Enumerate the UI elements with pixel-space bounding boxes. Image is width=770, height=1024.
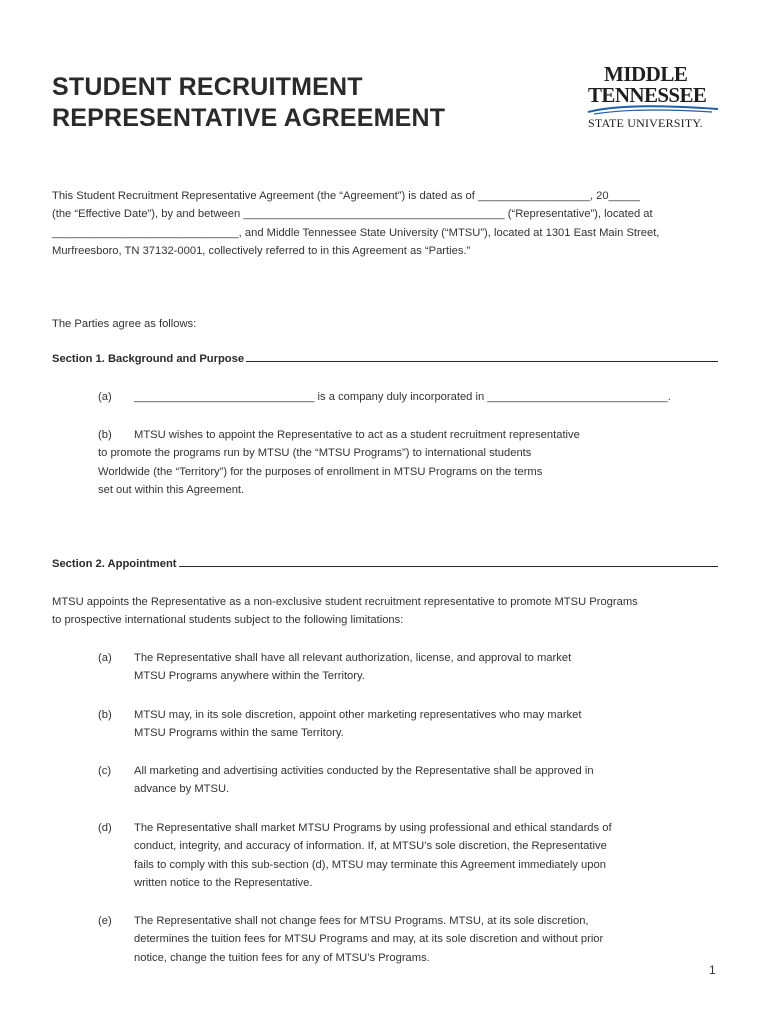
intro-line: Murfreesboro, TN 37132-0001, collectively referred to in this Agreement as “Parties.” [52, 244, 471, 257]
section-2-item-d-letter: (d) [98, 822, 112, 834]
title-line-2: REPRESENTATIVE AGREEMENT [52, 104, 446, 132]
item-line: conduct, integrity, and accuracy of information. If, at MTSU’s sole discretion, the Representative [134, 840, 607, 853]
section-1-item-a-text: _____________________________ is a company duly incorporated in _____________________________. [134, 391, 671, 403]
intro-line: This Student Recruitment Representative Agreement (the “Agreement”) is dated as of __________________, 20_____ [52, 190, 640, 202]
section-2-item-e-text [134, 912, 603, 967]
section-2-item-c-letter: (c) [98, 765, 112, 777]
section-1-item-b-line: set out within this Agreement. [98, 483, 245, 496]
intro-line: (the “Effective Date”), by and between __________________________________________ (“Representative”), located at [52, 208, 653, 221]
section-1-item-b-letter: (b) [98, 429, 112, 441]
section-2-item-a-text [134, 649, 571, 686]
document-title [52, 72, 445, 134]
item-line: All marketing and advertising activities conducted by the Representative shall be approved in [134, 765, 594, 777]
mtsu-logo [586, 62, 720, 134]
item-line: The Representative shall not change fees for MTSU Programs. MTSU, at its sole discretion, [134, 915, 589, 927]
item-line: MTSU Programs anywhere within the Territory. [134, 670, 365, 683]
section-1-heading [52, 349, 718, 365]
section-1-item-b-line: MTSU wishes to appoint the Representative to act as a student recruitment representative [134, 429, 580, 441]
section-1-item-b-line: to promote the programs run by MTSU (the “MTSU Programs”) to international students [98, 447, 532, 460]
section-1-item-b-continuation [98, 444, 542, 499]
section-1-title: Section 1. Background and Purpose [52, 353, 245, 365]
logo-wave-icon [586, 104, 720, 116]
item-line: advance by MTSU. [134, 783, 230, 796]
section-2-item-b-letter: (b) [98, 709, 112, 721]
section-2-item-a-letter: (a) [98, 652, 112, 664]
item-line: written notice to the Representative. [134, 876, 313, 889]
section-2-item-e-letter: (e) [98, 915, 112, 927]
item-line: The Representative shall have all relevant authorization, license, and approval to market [134, 652, 572, 664]
section-2-rule [179, 566, 718, 567]
item-line: notice, change the tuition fees for any of MTSU’s Programs. [134, 951, 430, 964]
section-1-item-b-line: Worldwide (the “Territory”) for the purposes of enrollment in MTSU Programs on the terms [98, 465, 543, 478]
item-line: MTSU may, in its sole discretion, appoint other marketing representatives who may market [134, 709, 582, 721]
item-line: fails to comply with this sub-section (d), MTSU may terminate this Agreement immediately upon [134, 858, 606, 871]
logo-line-1: MIDDLE [604, 62, 688, 86]
item-line: determines the tuition fees for MTSU Programs and may, at its sole discretion and without prior [134, 933, 604, 946]
intro-paragraph [52, 187, 659, 260]
section-2-title: Section 2. Appointment [52, 558, 177, 570]
section-1-item-a-letter: (a) [98, 391, 112, 403]
logo-line-3: STATE UNIVERSITY. [588, 116, 703, 130]
item-line: MTSU Programs within the same Territory. [134, 727, 344, 740]
section-1-rule [246, 361, 718, 362]
section-2-intro-line: MTSU appoints the Representative as a non-exclusive student recruitment representative to promote MTSU Programs [52, 596, 638, 608]
section-2-item-c-text [134, 762, 594, 799]
section-2-item-b-text [134, 706, 581, 743]
section-2-item-d-text [134, 819, 612, 892]
logo-line-2: TENNESSEE [588, 83, 707, 107]
page-number: 1 [709, 963, 716, 977]
intro-line: ______________________________, and Middle Tennessee State University (“MTSU”), located at 1301 East Main Street, [52, 226, 660, 239]
section-2-intro-line: to prospective international students subject to the following limitations: [52, 614, 404, 627]
title-line-1: STUDENT RECRUITMENT [52, 73, 363, 101]
section-2-heading [52, 554, 718, 570]
item-line: The Representative shall market MTSU Programs by using professional and ethical standards of [134, 822, 612, 834]
parties-agree-text: The Parties agree as follows: [52, 318, 197, 330]
section-2-intro [52, 593, 638, 630]
